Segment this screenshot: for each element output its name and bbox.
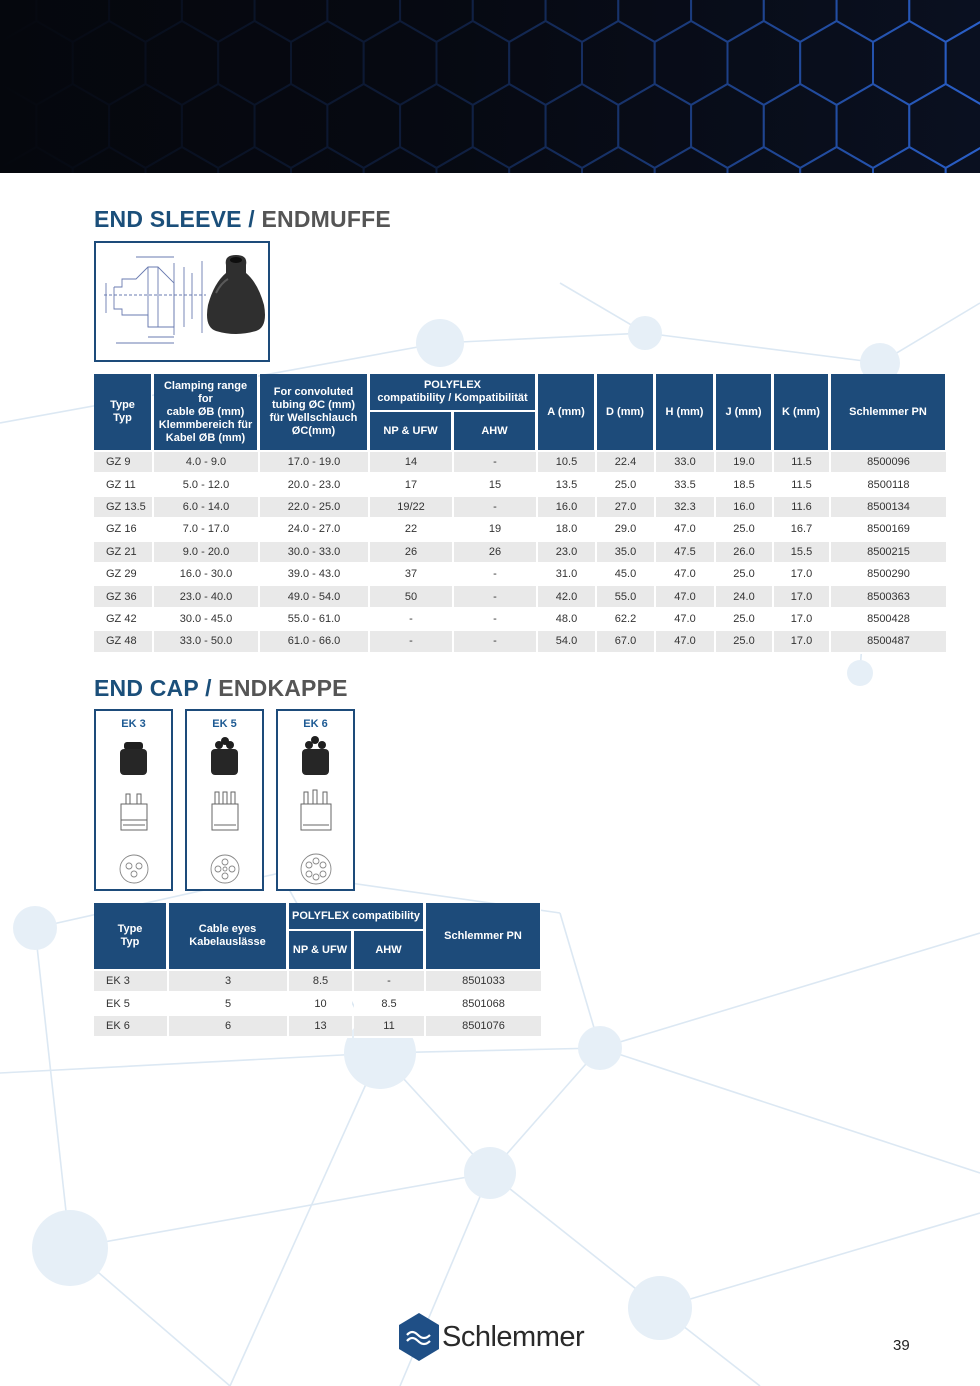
- table-cell: 16.0 - 30.0: [154, 564, 258, 586]
- table-cell: 25.0: [716, 631, 772, 653]
- table-cell: 26.0: [716, 542, 772, 564]
- table-cell: 50: [370, 586, 452, 608]
- table-cell: 17: [370, 474, 452, 496]
- table-row: [94, 1016, 541, 1038]
- table-cell: 8501076: [426, 1016, 541, 1038]
- table-cell: -: [354, 971, 424, 993]
- title-de: ENDKAPPE: [218, 675, 348, 701]
- table-cell: 9.0 - 20.0: [154, 542, 258, 564]
- table-cell: 8500169: [831, 519, 946, 541]
- table-row: [94, 474, 946, 496]
- title-de: ENDMUFFE: [261, 206, 391, 232]
- col-np-ufw: NP & UFW: [370, 412, 452, 450]
- table-cell: 11.5: [774, 474, 829, 496]
- table-cell: 17.0: [774, 609, 829, 631]
- table-cell: GZ 11: [94, 474, 152, 496]
- table-cell: 61.0 - 66.0: [260, 631, 368, 653]
- table-cell: 47.0: [656, 631, 714, 653]
- table-cell: 55.0: [597, 586, 654, 608]
- table-cell: 23.0: [538, 542, 595, 564]
- table-cell: 48.0: [538, 609, 595, 631]
- table-row: [94, 519, 946, 541]
- table-cell: 19.0: [716, 452, 772, 474]
- cap-card-ek5: [185, 709, 264, 891]
- table-cell: 18.5: [716, 474, 772, 496]
- table-cell: 30.0 - 45.0: [154, 609, 258, 631]
- end-sleeve-table: [92, 374, 948, 654]
- table-cell: -: [454, 609, 536, 631]
- end-cap-ek6-icon: [278, 729, 353, 889]
- table-cell: 35.0: [597, 542, 654, 564]
- table-cell: 10.5: [538, 452, 595, 474]
- table-cell: 30.0 - 33.0: [260, 542, 368, 564]
- title-separator: /: [198, 675, 219, 701]
- table-cell: 22: [370, 519, 452, 541]
- table-cell: 11: [354, 1016, 424, 1038]
- table-cell: 16.0: [716, 497, 772, 519]
- table-cell: GZ 16: [94, 519, 152, 541]
- table-cell: 17.0 - 19.0: [260, 452, 368, 474]
- table-cell: 6.0 - 14.0: [154, 497, 258, 519]
- table-cell: GZ 42: [94, 609, 152, 631]
- table-cell: 47.0: [656, 609, 714, 631]
- table-cell: 45.0: [597, 564, 654, 586]
- table-row: [94, 497, 946, 519]
- col-cable-eyes: Cable eyes Kabelauslässe: [169, 903, 287, 969]
- col-a: A (mm): [538, 374, 595, 450]
- table-cell: 14: [370, 452, 452, 474]
- table-cell: 27.0: [597, 497, 654, 519]
- table-row: [94, 971, 541, 993]
- table-cell: 5.0 - 12.0: [154, 474, 258, 496]
- table-cell: 8500215: [831, 542, 946, 564]
- table-cell: 47.0: [656, 586, 714, 608]
- table-cell: EK 6: [94, 1016, 167, 1038]
- table-cell: 8500363: [831, 586, 946, 608]
- table-cell: 62.2: [597, 609, 654, 631]
- table-cell: 22.4: [597, 452, 654, 474]
- table-cell: 3: [169, 971, 287, 993]
- table-row: [94, 993, 541, 1015]
- table-cell: GZ 9: [94, 452, 152, 474]
- table-cell: 24.0 - 27.0: [260, 519, 368, 541]
- page-number: 39: [893, 1337, 910, 1354]
- table-cell: 8500134: [831, 497, 946, 519]
- col-pn: Schlemmer PN: [831, 374, 946, 450]
- table-cell: 25.0: [716, 564, 772, 586]
- table-cell: GZ 48: [94, 631, 152, 653]
- brand-name: Schlemmer: [442, 1321, 585, 1353]
- table-cell: 17.0: [774, 586, 829, 608]
- end-cap-table: [92, 903, 543, 1038]
- col-np-ufw: NP & UFW: [289, 931, 352, 969]
- table-cell: 32.3: [656, 497, 714, 519]
- table-cell: 7.0 - 17.0: [154, 519, 258, 541]
- table-cell: 8500290: [831, 564, 946, 586]
- table-cell: 55.0 - 61.0: [260, 609, 368, 631]
- schlemmer-logo: [396, 1311, 586, 1363]
- table-cell: 8.5: [289, 971, 352, 993]
- cap-label: EK 6: [303, 718, 328, 730]
- table-cell: 26: [454, 542, 536, 564]
- table-cell: -: [454, 452, 536, 474]
- col-type: Type Typ: [94, 903, 167, 969]
- end-cap-ek3-icon: [96, 729, 171, 889]
- table-cell: 17.0: [774, 631, 829, 653]
- end-sleeve-drawing: [94, 241, 270, 362]
- table-cell: 47.0: [656, 519, 714, 541]
- table-cell: 5: [169, 993, 287, 1015]
- col-polyflex: POLYFLEX compatibility / Kompatibilität: [370, 374, 536, 412]
- table-cell: 54.0: [538, 631, 595, 653]
- col-ahw: AHW: [454, 412, 536, 450]
- table-cell: -: [370, 609, 452, 631]
- table-cell: 39.0 - 43.0: [260, 564, 368, 586]
- table-cell: -: [454, 564, 536, 586]
- table-cell: 23.0 - 40.0: [154, 586, 258, 608]
- table-cell: 47.0: [656, 564, 714, 586]
- table-cell: 8500096: [831, 452, 946, 474]
- table-cell: 19: [454, 519, 536, 541]
- table-cell: 49.0 - 54.0: [260, 586, 368, 608]
- table-cell: GZ 13.5: [94, 497, 152, 519]
- table-cell: 8501033: [426, 971, 541, 993]
- table-cell: 24.0: [716, 586, 772, 608]
- table-cell: 37: [370, 564, 452, 586]
- end-cap-title: [94, 675, 348, 702]
- table-cell: -: [454, 631, 536, 653]
- header-hexagon-banner: [0, 0, 980, 173]
- table-cell: 31.0: [538, 564, 595, 586]
- table-cell: 11.6: [774, 497, 829, 519]
- table-row: [94, 609, 946, 631]
- table-cell: 15: [454, 474, 536, 496]
- table-cell: 8.5: [354, 993, 424, 1015]
- col-type: Type Typ: [94, 374, 152, 450]
- table-cell: 13.5: [538, 474, 595, 496]
- title-en: END SLEEVE: [94, 206, 242, 232]
- end-cap-ek5-icon: [187, 729, 262, 889]
- table-cell: 25.0: [597, 474, 654, 496]
- table-cell: 8500487: [831, 631, 946, 653]
- col-j: J (mm): [716, 374, 772, 450]
- table-cell: GZ 29: [94, 564, 152, 586]
- table-cell: 19/22: [370, 497, 452, 519]
- table-cell: 8500118: [831, 474, 946, 496]
- table-cell: 33.0: [656, 452, 714, 474]
- table-cell: 26: [370, 542, 452, 564]
- cap-label: EK 3: [121, 718, 146, 730]
- table-cell: 17.0: [774, 564, 829, 586]
- col-ahw: AHW: [354, 931, 424, 969]
- table-cell: -: [454, 586, 536, 608]
- table-cell: GZ 36: [94, 586, 152, 608]
- table-cell: 33.5: [656, 474, 714, 496]
- hexagon-pattern: [0, 0, 980, 173]
- col-polyflex: POLYFLEX compatibility: [289, 903, 424, 931]
- table-cell: EK 3: [94, 971, 167, 993]
- table-cell: 8500428: [831, 609, 946, 631]
- title-en: END CAP: [94, 675, 199, 701]
- cap-card-ek6: [276, 709, 355, 891]
- table-cell: 25.0: [716, 609, 772, 631]
- cap-label: EK 5: [212, 718, 237, 730]
- table-cell: 10: [289, 993, 352, 1015]
- table-cell: 16.0: [538, 497, 595, 519]
- title-separator: /: [241, 206, 262, 232]
- table-cell: 11.5: [774, 452, 829, 474]
- col-clamping-range: Clamping range for cable ØB (mm) Klemmbereich für Kabel ØB (mm): [154, 374, 258, 450]
- table-cell: 29.0: [597, 519, 654, 541]
- table-cell: 18.0: [538, 519, 595, 541]
- col-k: K (mm): [774, 374, 829, 450]
- table-cell: 4.0 - 9.0: [154, 452, 258, 474]
- table-row: [94, 631, 946, 653]
- table-cell: GZ 21: [94, 542, 152, 564]
- col-pn: Schlemmer PN: [426, 903, 541, 969]
- cap-card-ek3: [94, 709, 173, 891]
- table-cell: 22.0 - 25.0: [260, 497, 368, 519]
- table-cell: 20.0 - 23.0: [260, 474, 368, 496]
- table-cell: 16.7: [774, 519, 829, 541]
- end-sleeve-title: [94, 206, 391, 233]
- table-cell: 33.0 - 50.0: [154, 631, 258, 653]
- table-row: [94, 564, 946, 586]
- table-cell: 47.5: [656, 542, 714, 564]
- schlemmer-hexagon-logo-icon: [396, 1311, 442, 1363]
- table-cell: EK 5: [94, 993, 167, 1015]
- table-row: [94, 542, 946, 564]
- table-cell: 13: [289, 1016, 352, 1038]
- col-d: D (mm): [597, 374, 654, 450]
- table-cell: 15.5: [774, 542, 829, 564]
- table-row: [94, 452, 946, 474]
- col-tubing: For convoluted tubing ØC (mm) für Wellschlauch ØC(mm): [260, 374, 368, 450]
- table-cell: -: [370, 631, 452, 653]
- table-row: [94, 586, 946, 608]
- table-cell: 42.0: [538, 586, 595, 608]
- table-cell: 25.0: [716, 519, 772, 541]
- table-cell: 67.0: [597, 631, 654, 653]
- end-sleeve-technical-drawing-icon: [96, 243, 268, 360]
- col-h: H (mm): [656, 374, 714, 450]
- table-cell: 6: [169, 1016, 287, 1038]
- table-cell: 8501068: [426, 993, 541, 1015]
- table-cell: -: [454, 497, 536, 519]
